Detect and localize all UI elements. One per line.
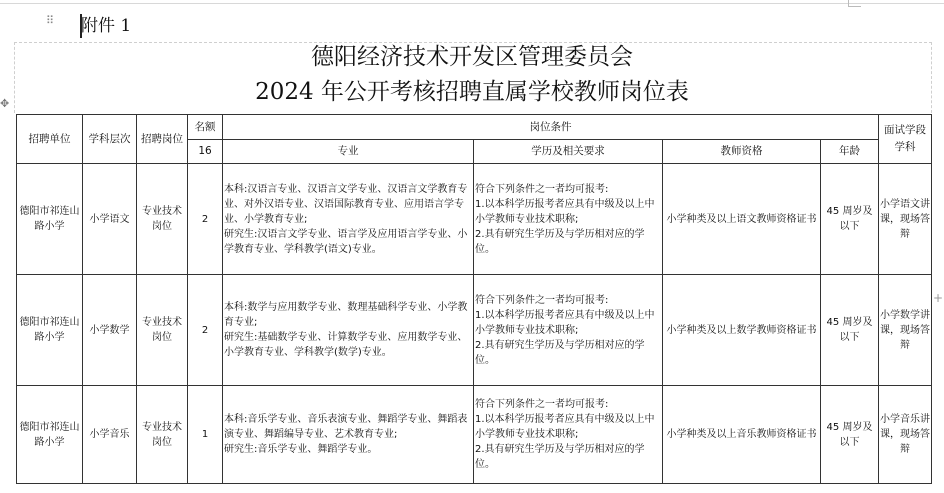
cell-unit: 德阳市祁连山路小学	[17, 164, 83, 275]
cell-interview: 小学数学讲课，现场答辩	[879, 275, 932, 386]
cell-qualification: 小学种类及以上数学教师资格证书	[663, 275, 821, 386]
header-level: 学科层次	[83, 115, 137, 164]
cell-interview: 小学语文讲课，现场答辩	[879, 164, 932, 275]
cell-level: 小学语文	[83, 164, 137, 275]
table-move-icon[interactable]: ✥	[0, 97, 10, 110]
add-column-icon[interactable]: +	[933, 291, 944, 305]
drag-handle-icon[interactable]: ⠿	[46, 14, 54, 27]
header-quota-total: 16	[188, 140, 223, 164]
attachment-label[interactable]: 附件 1	[81, 16, 132, 36]
page-top-border	[0, 3, 944, 4]
cell-major: 本科:音乐学专业、音乐表演专业、舞蹈学专业、舞蹈表演专业、舞蹈编导专业、艺术教育专业; 研究生:音乐学专业、舞蹈学专业。	[223, 386, 474, 484]
cell-qualification: 小学种类及以上音乐教师资格证书	[663, 386, 821, 484]
header-conditions: 岗位条件	[223, 115, 879, 140]
cell-education: 符合下列条件之一者均可报考: 1.以本科学历报考者应具有中级及以上中小学教师专业技术职称; 2.具有研究生学历及与学历相对应的学位。	[474, 275, 663, 386]
cell-age: 45 周岁及以下	[821, 275, 879, 386]
cell-quota: 1	[188, 386, 223, 484]
cell-age: 45 周岁及以下	[821, 386, 879, 484]
page-corner-mark	[848, 0, 861, 7]
cell-quota: 2	[188, 275, 223, 386]
document-title-line2: 2024 年公开考核招聘直属学校教师岗位表	[255, 79, 689, 105]
header-age: 年龄	[821, 140, 879, 164]
cell-interview: 小学音乐讲课，现场答辩	[879, 386, 932, 484]
cell-unit: 德阳市祁连山路小学	[17, 386, 83, 484]
header-unit: 招聘单位	[17, 115, 83, 164]
table-row	[17, 275, 932, 386]
cell-position: 专业技术岗位	[137, 386, 188, 484]
header-major: 专业	[223, 140, 474, 164]
cell-unit: 德阳市祁连山路小学	[17, 275, 83, 386]
table-row	[17, 164, 932, 275]
cell-level: 小学音乐	[83, 386, 137, 484]
cell-age: 45 周岁及以下	[821, 164, 879, 275]
cell-major: 本科:汉语言专业、汉语言文学专业、汉语言文学教育专业、对外汉语专业、汉语国际教育专业、应用语言学专业、小学教育专业; 研究生:汉语言文学专业、语言学及应用语言学专业、小学教育专业、学科教学(语文)专业。	[223, 164, 474, 275]
table-row	[17, 386, 932, 484]
header-interview: 面试学段学科	[879, 115, 932, 164]
cell-position: 专业技术岗位	[137, 275, 188, 386]
cell-quota: 2	[188, 164, 223, 275]
document-title-line1: 德阳经济技术开发区管理委员会	[311, 44, 633, 70]
cell-major: 本科:数学与应用数学专业、数理基础科学专业、小学教育专业; 研究生:基础数学专业、计算数学专业、应用数学专业、小学教育专业、学科教学(数学)专业。	[223, 275, 474, 386]
header-position: 招聘岗位	[137, 115, 188, 164]
cell-qualification: 小学种类及以上语文教师资格证书	[663, 164, 821, 275]
header-quota: 名额	[188, 115, 223, 140]
cell-education: 符合下列条件之一者均可报考: 1.以本科学历报考者应具有中级及以上中小学教师专业技术职称; 2.具有研究生学历及与学历相对应的学位。	[474, 386, 663, 484]
cell-level: 小学数学	[83, 275, 137, 386]
cell-position: 专业技术岗位	[137, 164, 188, 275]
header-qualification: 教师资格	[663, 140, 821, 164]
header-education: 学历及相关要求	[474, 140, 663, 164]
cell-education: 符合下列条件之一者均可报考: 1.以本科学历报考者应具有中级及以上中小学教师专业技术职称; 2.具有研究生学历及与学历相对应的学位。	[474, 164, 663, 275]
positions-table	[16, 114, 932, 484]
